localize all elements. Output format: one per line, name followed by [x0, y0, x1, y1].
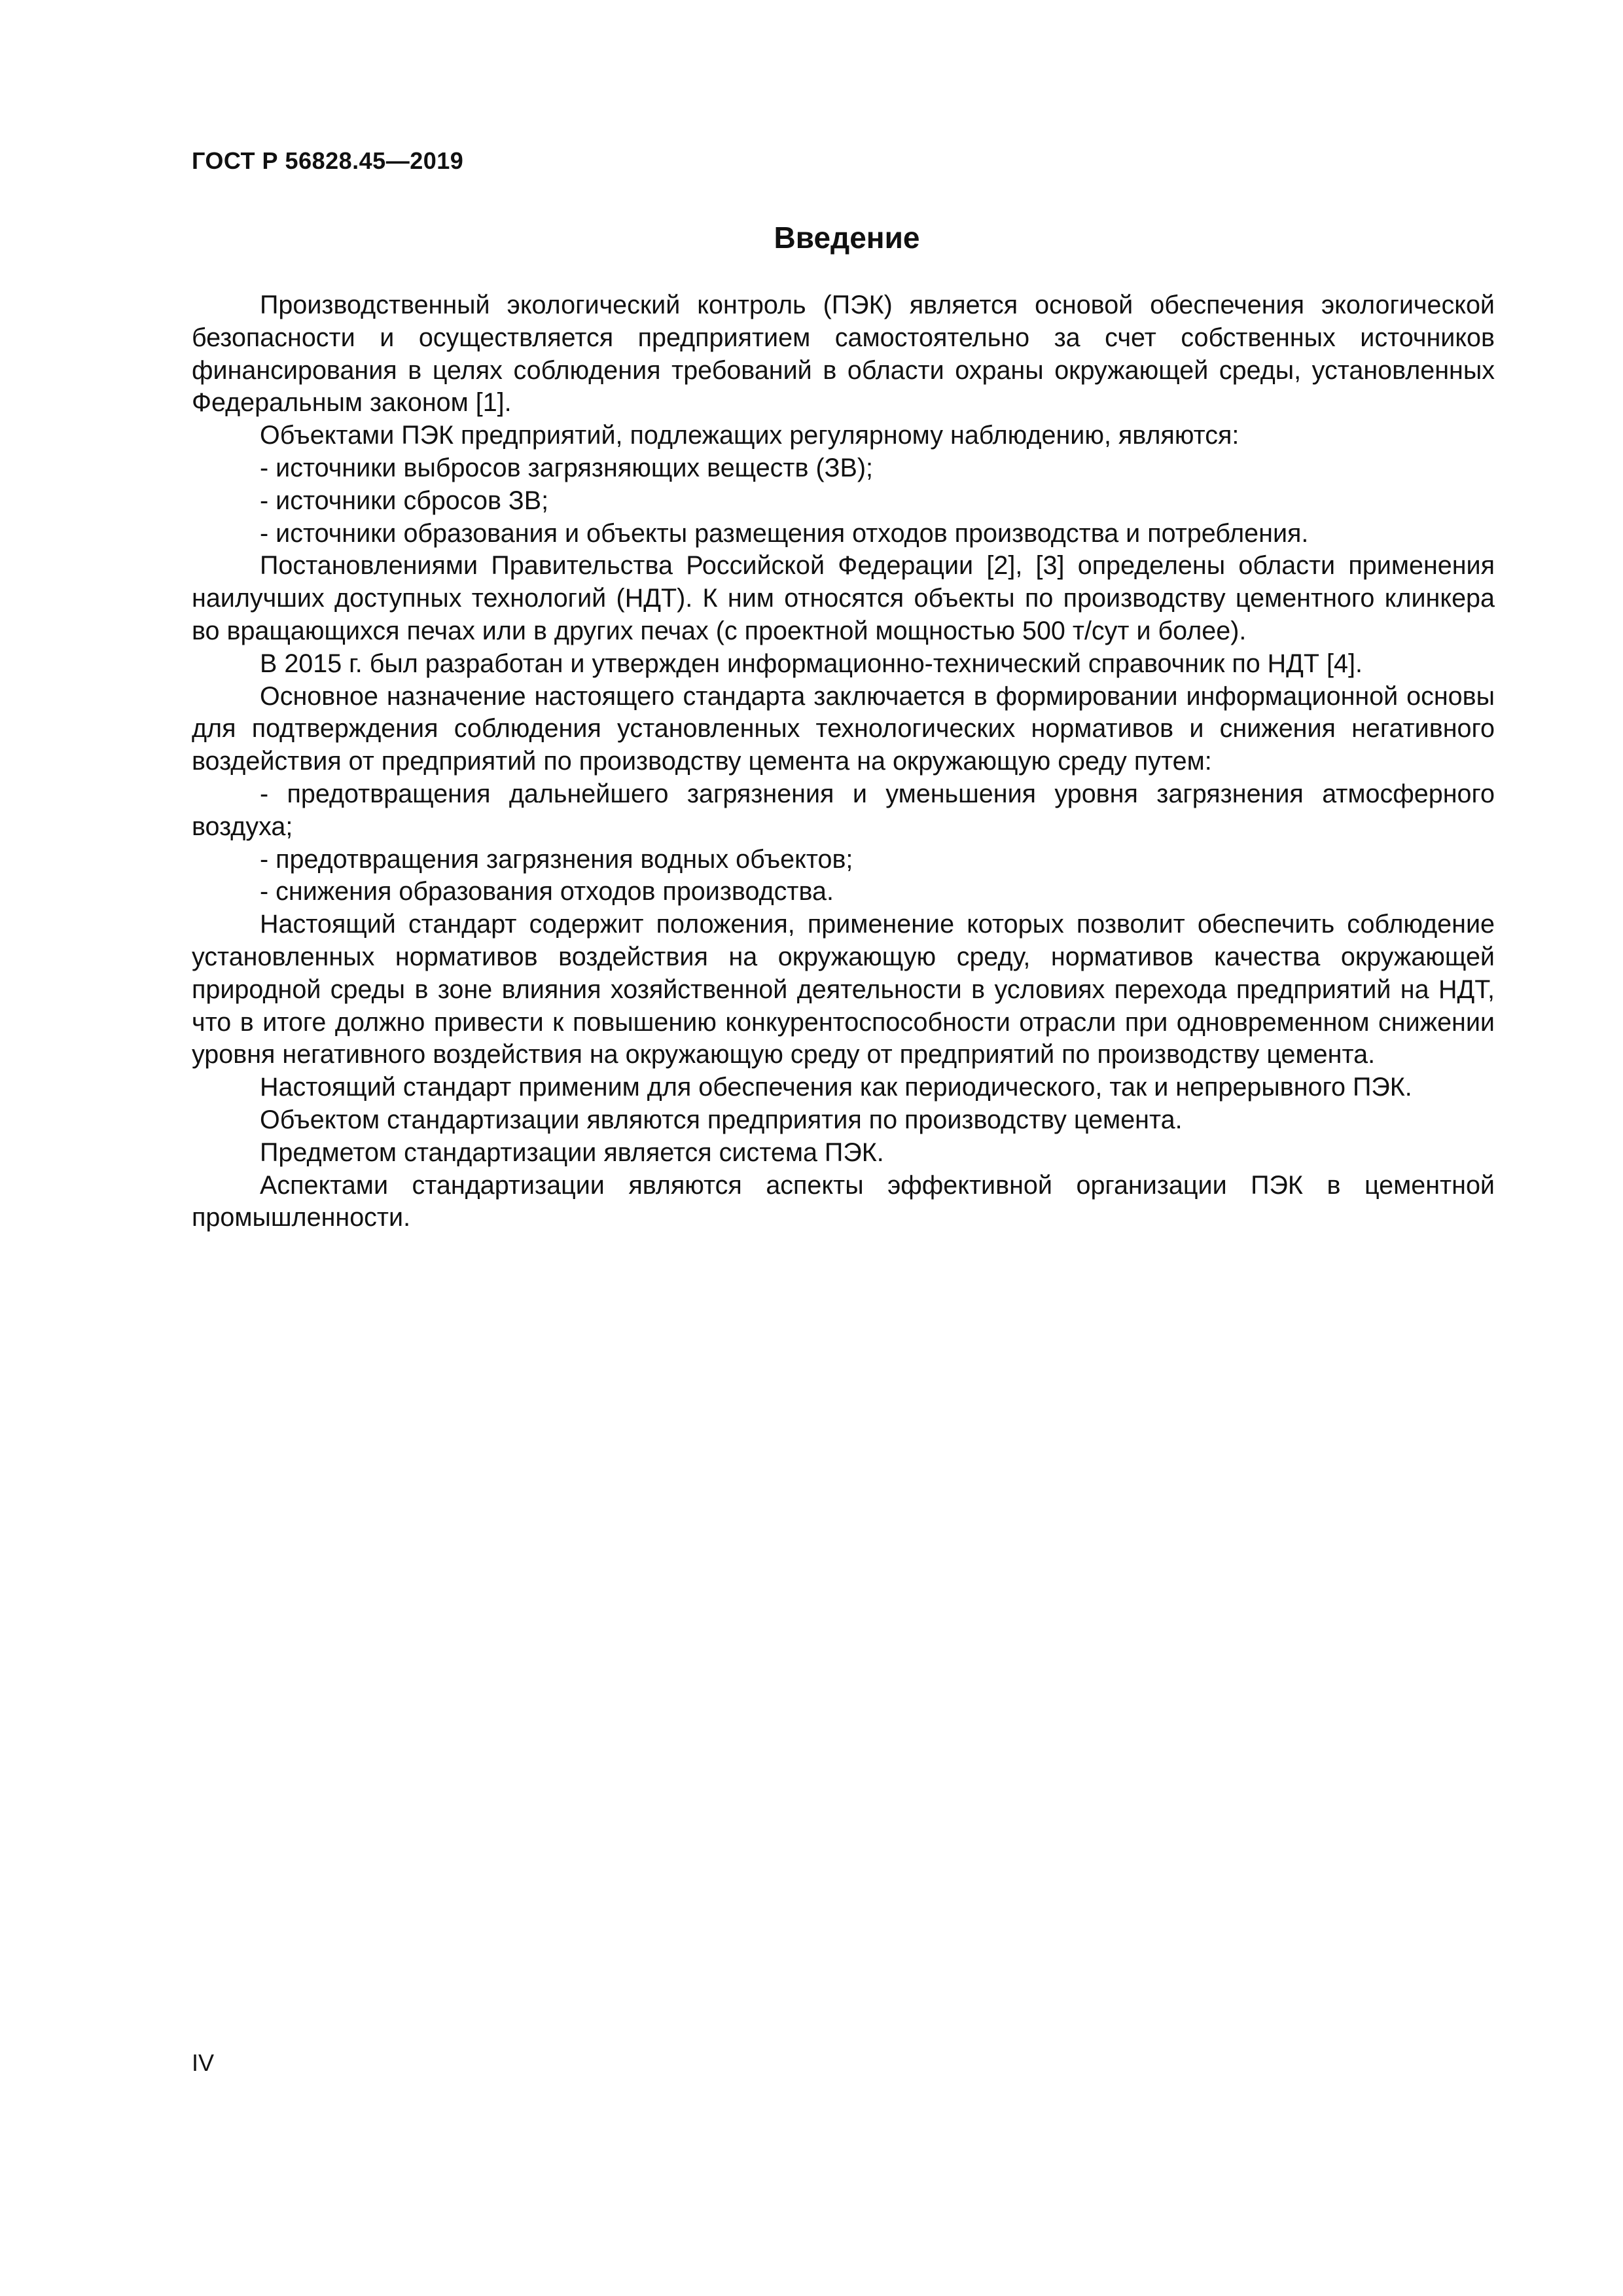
body-paragraph: Производственный экологический контроль (ПЭК) является основой обеспечения экологической безопасности и осуществляется предприятием самостоятельно за счет собственных источников финансирования в целях соблюдения требований в области охраны окружающей среды, установленных Федеральным законом [1].	[192, 291, 1495, 418]
body-paragraph: Объектами ПЭК предприятий, подлежащих регулярному наблюдению, являются:	[260, 421, 1240, 450]
section-title: Введение	[774, 221, 920, 255]
body-paragraph: Аспектами стандартизации являются аспекты эффективной организации ПЭК в цементной промышленности.	[192, 1170, 1495, 1232]
page-number: IV	[192, 2049, 215, 2076]
body-paragraph: Объектом стандартизации являются предприятия по производству цемента.	[260, 1105, 1183, 1134]
list-item: - источники сбросов ЗВ;	[260, 486, 549, 515]
body-paragraph: Предметом стандартизации является система ПЭК.	[260, 1138, 884, 1167]
body-paragraph: Настоящий стандарт содержит положения, применение которых позволит обеспечить соблюдение установленных нормативов воздействия на окружающую среду, нормативов качества окружающей природной среды в зоне влияния хозяйственной деятельности в условиях перехода предприятий на НДТ, что в итоге должно привести к повышению конкурентоспособности отрасли при одновременном снижении уровня негативного воздействия на окружающую среду от предприятий по производству цемента.	[192, 910, 1495, 1069]
list-item: - источники образования и объекты размещения отходов производства и потребления.	[260, 518, 1309, 548]
body-paragraph: Основное назначение настоящего стандарта заключается в формировании информационной основы для подтверждения соблюдения установленных технологических нормативов и снижения негативного воздействия от предприятий по производству цемента на окружающую среду путем:	[192, 681, 1495, 776]
list-item: - предотвращения дальнейшего загрязнения и уменьшения уровня загрязнения атмосферного воздуха;	[192, 779, 1495, 841]
list-item: - предотвращения загрязнения водных объектов;	[260, 844, 853, 874]
list-item: - источники выбросов загрязняющих веществ (ЗВ);	[260, 453, 873, 482]
list-item: - снижения образования отходов производства.	[260, 877, 834, 906]
document-body	[192, 289, 1495, 1234]
body-paragraph: В 2015 г. был разработан и утвержден информационно-технический справочник по НДТ [4].	[260, 649, 1363, 678]
body-paragraph: Настоящий стандарт применим для обеспечения как периодического, так и непрерывного ПЭК.	[260, 1073, 1412, 1102]
document-header-standard-id: ГОСТ Р 56828.45—2019	[192, 147, 464, 174]
body-paragraph: Постановлениями Правительства Российской Федерации [2], [3] определены области применения наилучших доступных технологий (НДТ). К ним относятся объекты по производству цементного клинкера во вращающихся печах или в других печах (с проектной мощностью 500 т/сут и более).	[192, 551, 1495, 645]
